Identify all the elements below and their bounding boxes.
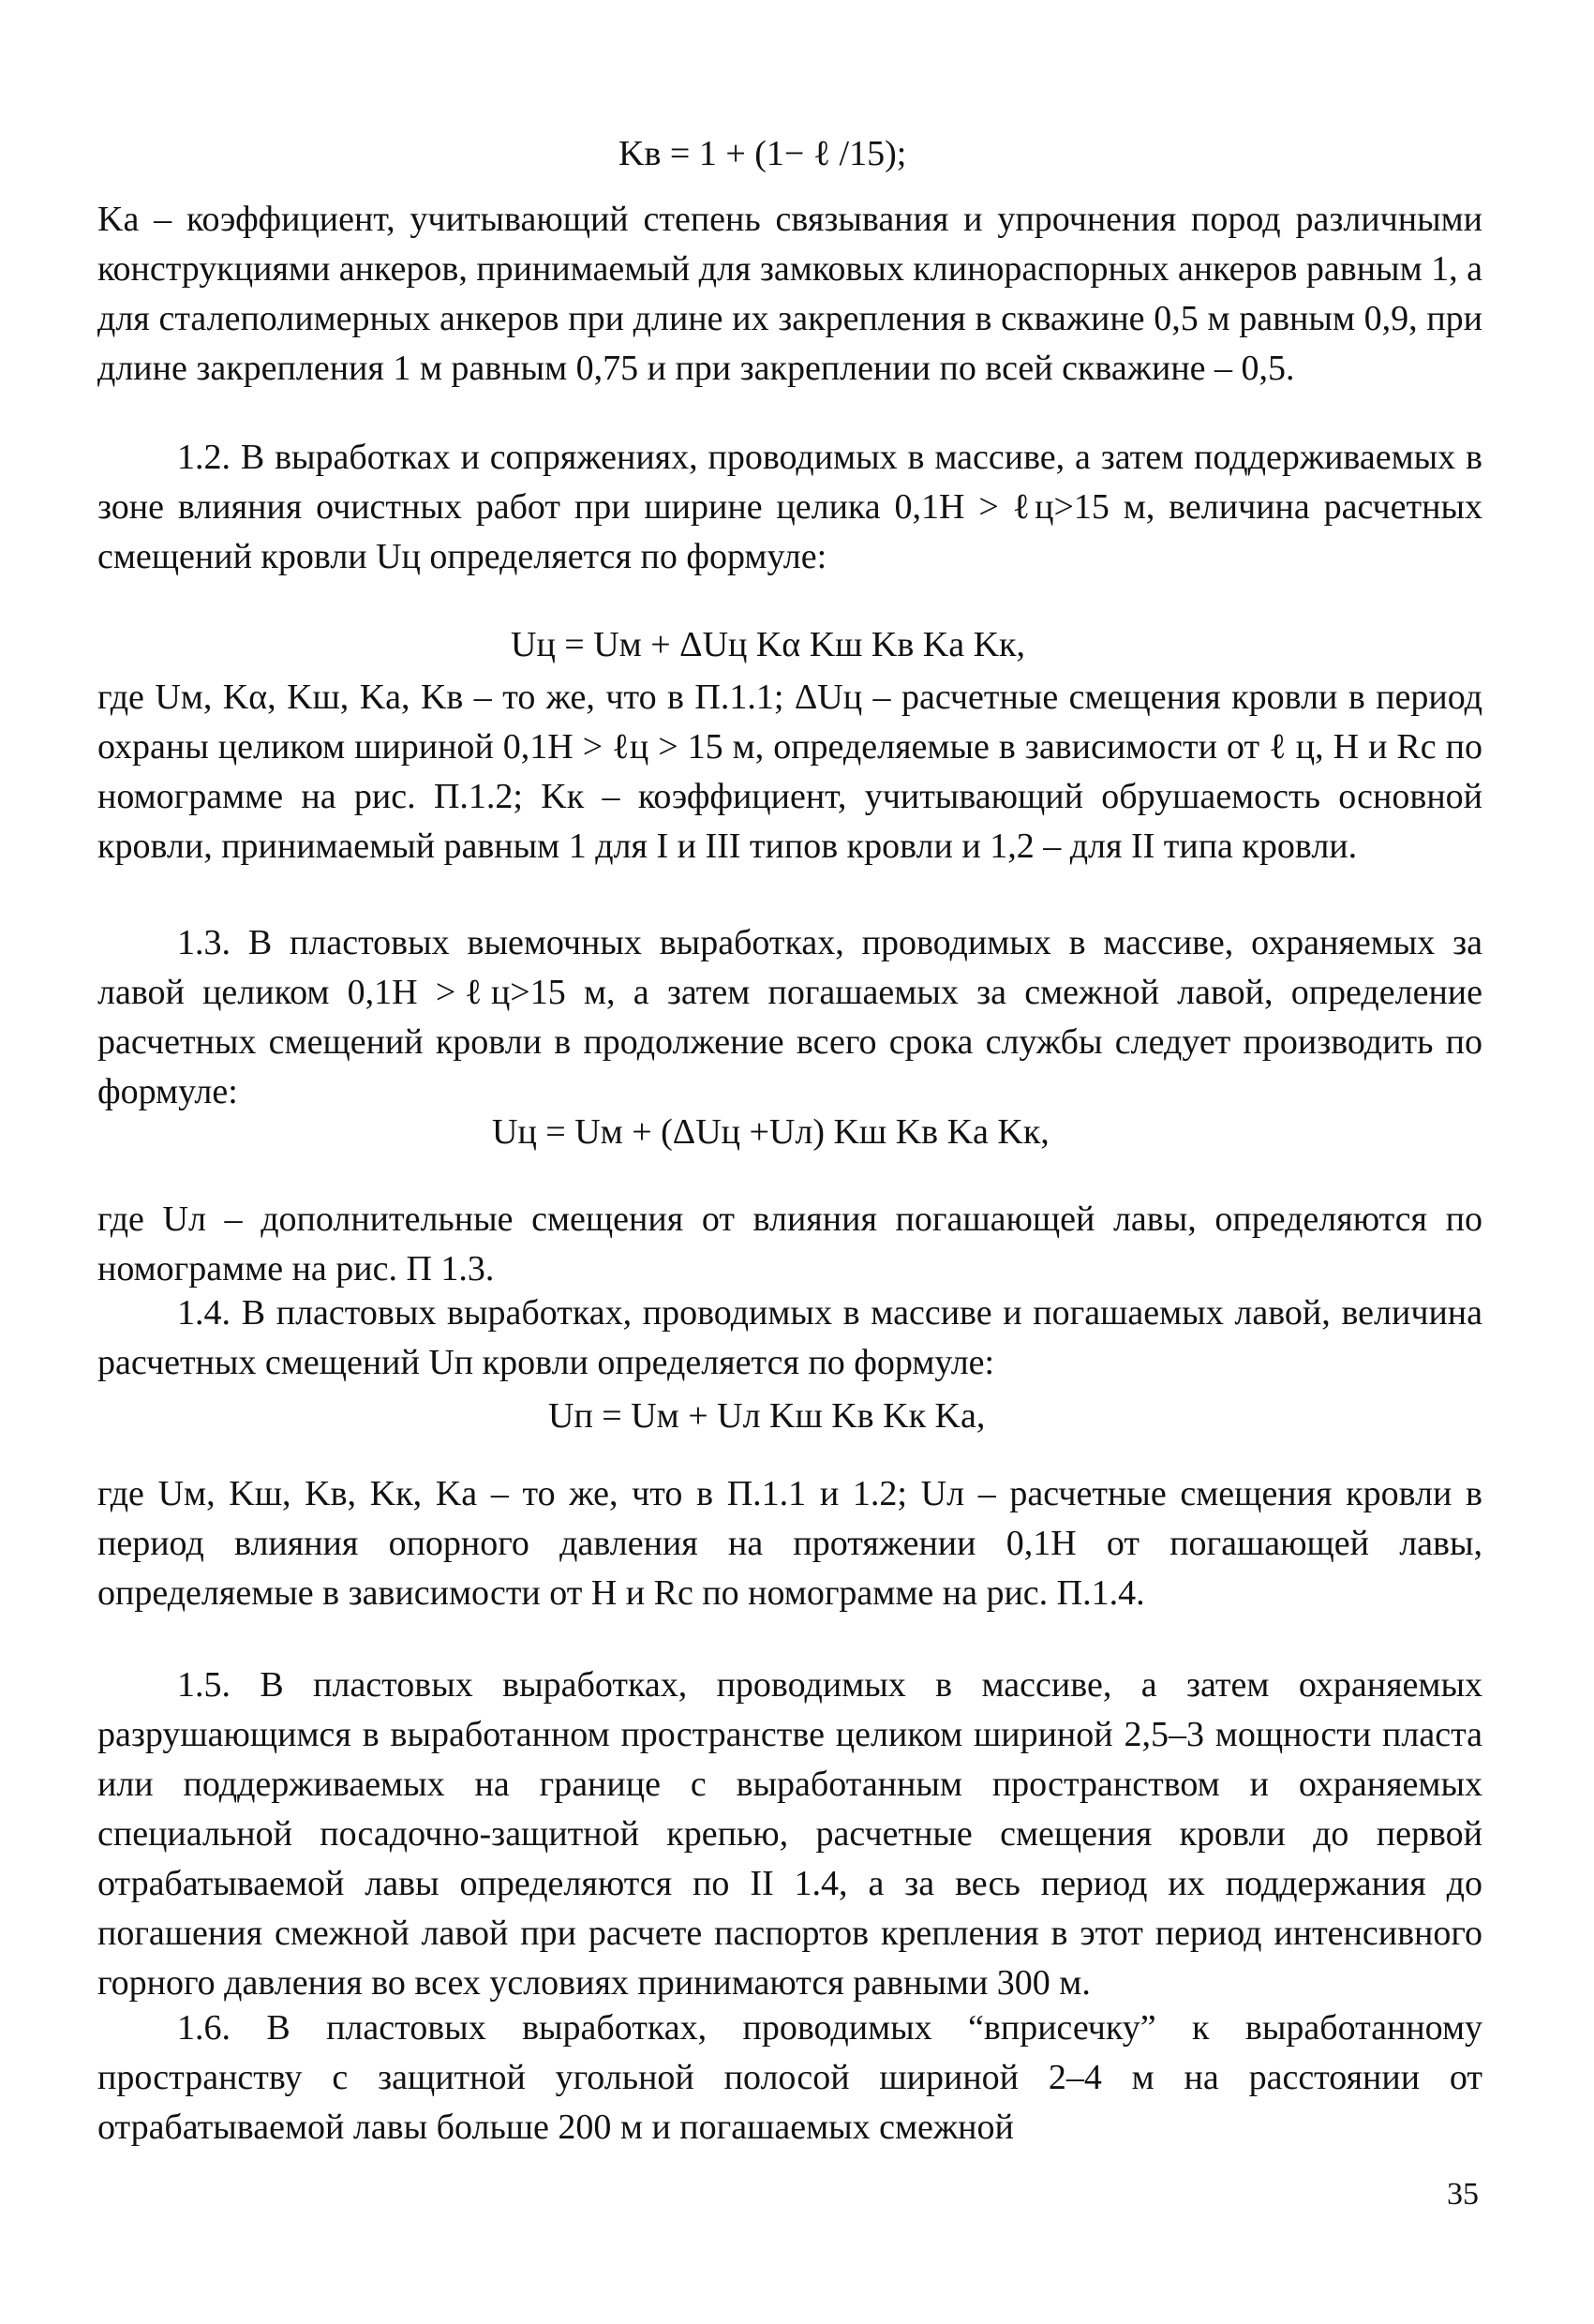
page-number: 35 bbox=[1447, 2177, 1479, 2212]
formula-kv: Kв = 1 + (1− ℓ /15); bbox=[618, 134, 907, 173]
paragraph-1-3: 1.3. В пластовых выемочных выработках, проводимых в массиве, охраняемых за лавой целиком 0,1H >ℓц>15 м, а затем погашаемых за смежной лавой, определение расчетных смещений кровли в продолжение всего срока службы следует производить по формуле: bbox=[97, 923, 1482, 1111]
text-block-1-4 bbox=[97, 1289, 1482, 1388]
paragraph-ka: Kа – коэффициент, учитывающий степень связывания и упрочнения пород различными конструкциями анкеров, принимаемый для замковых клинораспорных анкеров равным 1, а для сталеполимерных анкеров при длине их закрепления в скважине 0,5 м равным 0,9, при длине закрепления 1 м равным 0,75 и при закреплении по всей скважине – 0,5. bbox=[97, 200, 1482, 388]
paragraph-1-3-where: где Uл – дополнительные смещения от влияния погашающей лавы, определяются по номограмме на рис. П 1.3. bbox=[97, 1199, 1482, 1289]
paragraph-1-5: 1.5. В пластовых выработках, проводимых в массиве, а затем охраняемых разрушающимся в выработанном пространстве целиком шириной 2,5–3 мощности пласта или поддерживаемых на границе с выработанным пространством и охраняемых специальной посадочно-защитной крепью, расчетные смещения кровли до первой отрабатываемой лавы определяются по II 1.4, а за весь период их поддержания до погашения смежной лавой при расчете паспортов крепления в этот период интенсивного горного давления во всех условиях принимаются равными 300 м. bbox=[97, 1665, 1482, 2003]
paragraph-1-4: 1.4. В пластовых выработках, проводимых в массиве и погашаемых лавой, величина расчетных смещений Uп кровли определяется по формуле: bbox=[97, 1293, 1482, 1382]
formula-1-2: Uц = Uм + ΔUц Kα Kш Kв Kа Kк, bbox=[511, 625, 1025, 664]
paragraph-1-2-where: где Uм, Kα, Kш, Kа, Kв – то же, что в П.1.1; ΔUц – расчетные смещения кровли в период охраны целиком шириной 0,1H > ℓц > 15 м, определяемые в зависимости от ℓ ц, H и Rс по номограмме на рис. П.1.2; Kк – коэффициент, учитывающий обрушаемость основной кровли, принимаемый равным 1 для I и III типов кровли и 1,2 – для II типа кровли. bbox=[97, 678, 1482, 866]
text-block-1-2 bbox=[97, 433, 1482, 582]
text-block-1-5 bbox=[97, 1661, 1482, 2008]
text-block-1-6 bbox=[97, 2004, 1482, 2153]
text-block-ka bbox=[97, 195, 1482, 394]
paragraph-1-2: 1.2. В выработках и сопряжениях, проводимых в массиве, а затем поддерживаемых в зоне влияния очистных работ при ширине целика 0,1H > ℓц>15 м, величина расчетных смещений кровли Uц определяется по формуле: bbox=[97, 438, 1482, 576]
formula-1-4: Uп = Uм + Uл Kш Kв Kк Kа, bbox=[548, 1396, 986, 1436]
text-block-1-3-where bbox=[97, 1195, 1482, 1294]
text-block-1-2-where bbox=[97, 673, 1482, 872]
text-block-1-3 bbox=[97, 918, 1482, 1117]
paragraph-1-6: 1.6. В пластовых выработках, проводимых “вприсечку” к выработанному пространству с защитной угольной полосой шириной 2–4 м на расстоянии от отрабатываемой лавы больше 200 м и погашаемых смежной bbox=[97, 2008, 1482, 2147]
paragraph-1-4-where: где Uм, Kш, Kв, Kк, Kа – то же, что в П.1.1 и 1.2; Uл – расчетные смещения кровли в период влияния опорного давления на протяжении 0,1H от погашающей лавы, определяемые в зависимости от H и Rс по номограмме на рис. П.1.4. bbox=[97, 1474, 1482, 1613]
formula-1-3: Uц = Uм + (ΔUц +Uл) Kш Kв Kа Kк, bbox=[492, 1112, 1050, 1152]
text-block-1-4-where bbox=[97, 1469, 1482, 1618]
